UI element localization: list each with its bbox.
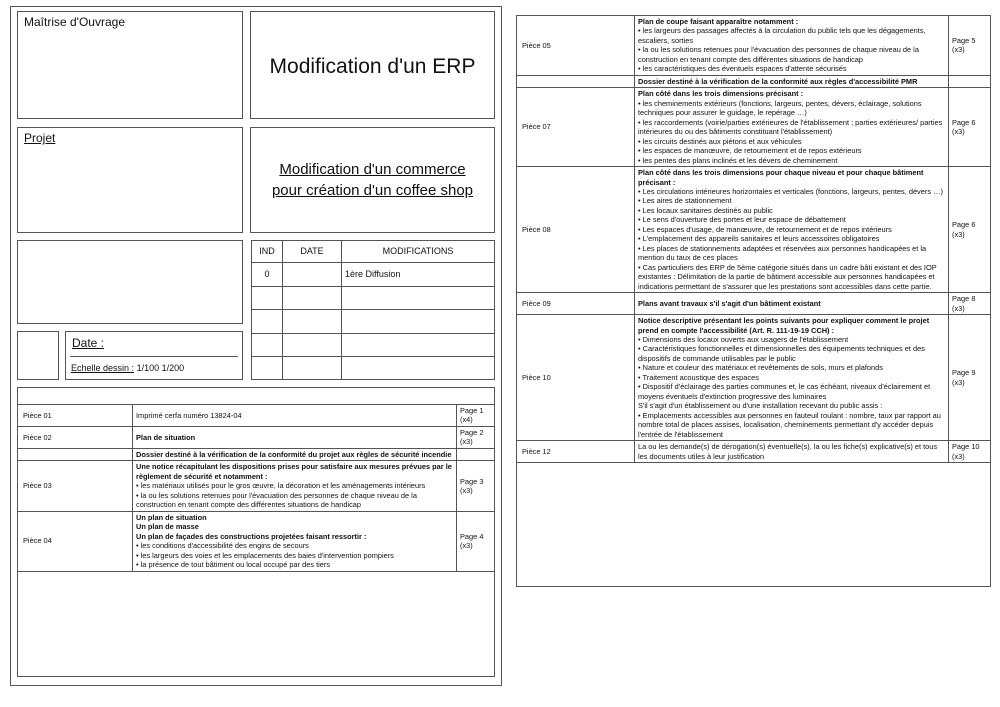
table-row — [517, 16, 991, 76]
page-reference — [457, 426, 495, 448]
piece-number — [18, 448, 133, 460]
page-number: Page 8 — [952, 294, 976, 304]
piece-number: Pièce 12 — [517, 441, 635, 463]
description-line: Un plan de situation — [136, 512, 207, 522]
copy-count: (x3) — [952, 45, 965, 55]
piece-description — [635, 16, 949, 76]
piece-number: Pièce 10 — [517, 315, 635, 441]
table-row — [18, 448, 495, 460]
rev-header-ind: IND — [252, 241, 283, 263]
piece-description — [133, 461, 457, 511]
page-number: Page 10 — [952, 442, 980, 452]
copy-count: (x3) — [460, 541, 473, 551]
piece-description — [133, 448, 457, 460]
page-number: Page 6 — [952, 220, 976, 230]
piece-description — [635, 88, 949, 167]
piece-description — [635, 293, 949, 315]
description-line: Plan de coupe faisant apparaître notamment : — [638, 17, 799, 26]
description-line: • Les espaces d'usage, de manœuvre, de retournement et de repos intérieurs — [638, 224, 892, 234]
maitrise-label: Maîtrise d'Ouvrage — [24, 15, 125, 29]
date-box — [65, 331, 243, 380]
piece-number: Pièce 05 — [517, 16, 635, 76]
description-line: S'il s'agit d'un établissement ou d'une installation recevant du public assis : — [638, 401, 883, 411]
description-line: Dossier destiné à la vérification de la conformité du projet aux règles de sécurité incendie — [136, 449, 452, 459]
description-line: • Caractéristiques fonctionnelles et dimensionnelles des équipements techniques et des dispositifs de commande utilisables par le public — [638, 344, 925, 363]
page-number: Page 9 — [952, 368, 976, 378]
page-number: Page 5 — [952, 35, 976, 45]
copy-count: (x3) — [460, 486, 473, 496]
page-reference — [949, 88, 991, 167]
description-line: • Les locaux sanitaires destinés au public — [638, 205, 773, 215]
piece-number: Pièce 01 — [18, 405, 133, 427]
piece-description — [635, 167, 949, 293]
piece-number: Pièce 08 — [517, 167, 635, 293]
piece-description — [133, 511, 457, 571]
copy-count: (x4) — [460, 415, 473, 425]
description-line: • les raccordements (voirie/parties extérieures de l'établissement ; parties extérieures/ parties intérieures du ou des bâtiments constituant l'établissement) — [638, 117, 943, 137]
table-row — [252, 263, 495, 287]
page-reference — [949, 167, 991, 293]
description-line: • les largeurs des voies et les emplacements des baies d'intervention pompiers — [136, 550, 394, 560]
table-row — [18, 461, 495, 511]
blank-box — [17, 240, 243, 324]
table-row — [18, 426, 495, 448]
piece-number — [517, 75, 635, 87]
piece-description — [133, 405, 457, 427]
table-row — [517, 167, 991, 293]
rev-date — [283, 263, 342, 287]
description-line: Plan de situation — [136, 432, 196, 442]
page-reference — [949, 441, 991, 463]
description-line: Une notice récapitulant les dispositions prises pour satisfaire aux mesures prévues par le règlement de sécurité et notamment : — [136, 462, 452, 481]
description-line: • Emplacements accessibles aux personnes en fauteuil roulant : nombre, taux par rapport au nombre total de places assises, localisation, cheminements permettant d'y accéder depuis l'entrée de l'établissement — [638, 410, 941, 439]
copy-count: (x3) — [952, 303, 965, 313]
piece-description — [635, 441, 949, 463]
maitrise-box — [17, 11, 243, 119]
description-line: • L'emplacement des appareils sanitaires et leurs accessoires obligatoires — [638, 234, 880, 244]
page-reference — [949, 315, 991, 441]
page-reference — [457, 511, 495, 571]
table-row — [517, 315, 991, 441]
page-reference — [949, 16, 991, 76]
description-line: Un plan de façades des constructions projetées faisant ressortir : — [136, 531, 367, 541]
revisions-table — [251, 240, 495, 380]
description-line: • la présence de tout bâtiment ou local occupé par des tiers — [136, 560, 331, 570]
description-line: • les largeurs des passages affectés à la circulation du public tels que les dégagements, escaliers, sorties — [638, 26, 926, 45]
description-line: Plan côté dans les trois dimensions précisant : — [638, 89, 804, 99]
date-label: Date : — [72, 336, 105, 350]
page-number: Page 6 — [952, 117, 976, 127]
page-number: Page 1 — [460, 406, 484, 415]
description-line: Plans avant travaux s'il s'agit d'un bâtiment existant — [638, 298, 821, 308]
description-line: Un plan de masse — [136, 522, 199, 532]
piece-number: Pièce 09 — [517, 293, 635, 315]
description-line: • les circuits destinés aux piétons et aux véhicules — [638, 136, 802, 146]
description-line: • les caractéristiques des éventuels espaces d'attente sécurisés — [638, 64, 847, 74]
piece-description — [635, 75, 949, 87]
description-line: • les espaces de manœuvre, de retournement et de repos extérieurs — [638, 146, 862, 156]
description-line: Imprimé cerfa numéro 13824-04 — [136, 410, 242, 420]
table-row — [517, 293, 991, 315]
piece-number: Pièce 04 — [18, 511, 133, 571]
description-line: Plan côté dans les trois dimensions pour chaque niveau et pour chaque bâtiment précisant : — [638, 168, 924, 187]
description-line: • les conditions d'accessibilité des engins de secours — [136, 541, 309, 551]
projet-title-line1: Modification d'un commerce — [279, 161, 466, 178]
projet-title-line2: pour création d'un coffee shop — [271, 182, 474, 199]
description-line: • Traitement acoustique des espaces — [638, 372, 759, 382]
description-line: • la ou les solutions retenues pour l'évacuation des personnes de chaque niveau de la construction en tenant compte des différentes situations de handicap — [638, 45, 919, 64]
piece-description — [133, 426, 457, 448]
description-line: • la ou les solutions retenues pour l'évacuation des personnes de chaque niveau de la construction en tenant compte des différentes situations de handicap — [136, 490, 417, 510]
projet-title-box — [250, 127, 495, 233]
table-row — [18, 405, 495, 427]
description-line: • Les circulations intérieures horizontales et verticales (fonctions, largeurs, pentes, dévers …) — [638, 186, 943, 196]
page-reference — [457, 461, 495, 511]
copy-count: (x3) — [952, 127, 965, 137]
rev-mod: 1ère Diffusion — [342, 263, 495, 287]
rev-header-modifications: MODIFICATIONS — [342, 241, 495, 263]
copy-count: (x3) — [952, 229, 965, 239]
description-line: Notice descriptive présentant les points suivants pour expliquer comment le projet prend en compte l'accessibilité (Art. R. 111-19-19 CCH) : — [638, 316, 930, 335]
title-box — [250, 11, 495, 119]
echelle-label: Echelle dessin : — [71, 363, 135, 373]
document-title: Modification d'un ERP — [269, 55, 476, 78]
page-number: Page 2 — [460, 427, 484, 437]
table-row — [517, 441, 991, 463]
projet-box — [17, 127, 243, 233]
rev-ind: 0 — [252, 263, 283, 287]
description-line: • Cas particuliers des ERP de 5ème catégorie situés dans un cadre bâti existant et des IOP existantes : Délimitation de la partie de bâtiment accessible aux personnes handicapées et indications permettant de s'assurer que les prestations sont accessibles dans cette partie. — [638, 262, 937, 291]
description-line: • les cheminements extérieurs (fonctions, largeurs, pentes, dévers, éclairage, solutions techniques pour assurer le guidage, le repérage …) — [638, 98, 922, 118]
description-line: • les pentes des plans inclinés et les dévers de cheminement — [638, 155, 838, 165]
table-row — [517, 88, 991, 167]
copy-count: (x3) — [952, 451, 965, 461]
pieces-table-right — [516, 15, 991, 463]
pieces-table-left — [17, 404, 495, 572]
table-row — [18, 511, 495, 571]
rev-header-date: DATE — [283, 241, 342, 263]
description-line: • Nature et couleur des matériaux et revêtements de sols, murs et plafonds — [638, 363, 883, 373]
copy-count: (x3) — [460, 437, 473, 447]
page-reference — [457, 448, 495, 460]
table-row — [252, 356, 495, 379]
piece-number: Pièce 02 — [18, 426, 133, 448]
table-row — [517, 75, 991, 87]
date-side-box — [17, 331, 59, 380]
piece-description — [635, 315, 949, 441]
page-number: Page 4 — [460, 531, 484, 541]
table-row — [252, 333, 495, 356]
echelle-value: 1/100 1/200 — [136, 363, 185, 373]
copy-count: (x3) — [952, 377, 965, 387]
page-reference — [949, 75, 991, 87]
description-line: • Les aires de stationnement — [638, 196, 732, 206]
description-line: La ou les demande(s) de dérogation(s) éventuelle(s), la ou les fiche(s) explicative(s) et tous les documents utiles à leur justification — [638, 442, 938, 461]
projet-label: Projet — [24, 131, 56, 145]
description-line: • Le sens d'ouverture des portes et leur espace de débattement — [638, 215, 846, 225]
description-line: • Dispositif d'éclairage des parties communes et, le cas échéant, niveaux d'éclairement et moyens éventuels d'extinction progressive des luminaires — [638, 382, 931, 401]
description-line: • Dimensions des locaux ouverts aux usagers de l'établissement — [638, 335, 849, 344]
description-line: Dossier destiné à la vérification de la conformité aux règles d'accessibilité PMR — [638, 76, 918, 86]
page-reference — [457, 405, 495, 427]
piece-number: Pièce 07 — [517, 88, 635, 167]
page-reference — [949, 293, 991, 315]
description-line: • Les places de stationnements adaptées et réservées aux personnes handicapées et la mention du taux de ces places — [638, 243, 927, 263]
piece-number: Pièce 03 — [18, 461, 133, 511]
table-row — [252, 310, 495, 333]
page-number: Page 3 — [460, 476, 484, 486]
table-row — [252, 287, 495, 310]
description-line: • les matériaux utilisés pour le gros œuvre, la décoration et les aménagements intérieurs — [136, 481, 426, 491]
